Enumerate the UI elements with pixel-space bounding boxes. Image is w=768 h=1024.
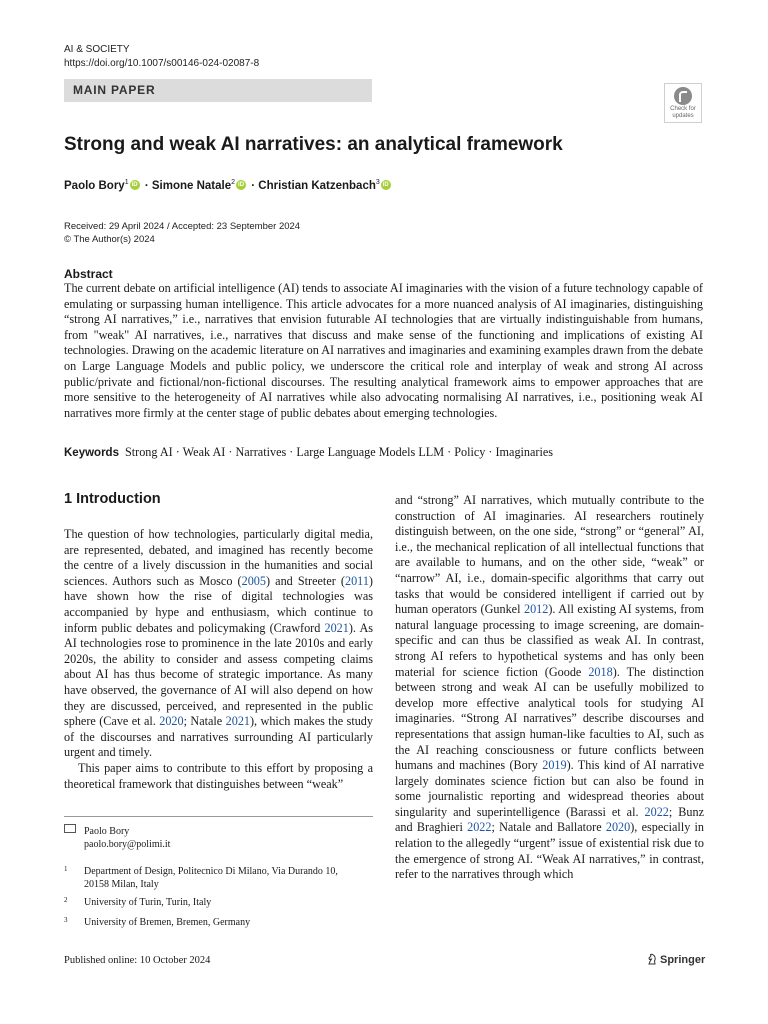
envelope-icon: [64, 824, 76, 833]
body-column-right: [395, 493, 704, 883]
affiliation-text: Department of Design, Politecnico Di Milano, Via Durando 10, 20158 Milan, Italy: [84, 866, 338, 890]
intro-paragraph: and “strong” AI narratives, which mutually contribute to the construction of AI imaginaries. AI researchers routinely distinguish between, on the one side, “strong” or “general” AI, i.e., the mechanical replication of all intellectual functions that are available to humans, and on the other side, “weak” or “narrow” AI, i.e., domain-specific algorithms that carry out tasks that would be considered intelligent if carried out by human operators (Gunkel 2012). All existing AI systems, from natural language processing to image screening, are domain-specific and can thus be classified as weak AI. In contrast, strong AI refers to hypothetical systems and has only been material for science fiction (Goode 2018). The distinction between strong and weak AI can be usefully mobilized to develop more effective analytical tools for studying AI imaginaries. “Strong AI narratives” describe discourses and representations that assign human-like faculties to AI, such as the AI reaching consciousness or future conflicts between humans and machines (Bory 2019). This kind of AI narrative largely dominates science fiction but can also be found in some journalistic reporting and widespread theories about singularity and superintelligence (Barassi et al. 2022; Bunz and Braghieri 2022; Natale and Ballatore 2020), especially in relation to the allegedly “urgent” issue of existential risk due to the emergence of strong AI. “Weak AI narratives,” in contrast, refer to the narratives through which: [395, 493, 705, 882]
check-for-updates-icon: [674, 87, 692, 105]
journal-header: [64, 43, 259, 71]
affiliation-text: University of Bremen, Bremen, Germany: [84, 917, 251, 928]
journal-name: AI & SOCIETY: [64, 44, 130, 55]
keywords: [64, 445, 553, 460]
publisher-name: Springer: [660, 954, 706, 966]
author-separator: ·: [251, 179, 256, 192]
abstract-heading: Abstract: [64, 267, 113, 281]
author-separator: ·: [144, 179, 149, 192]
orcid-icon[interactable]: iD: [382, 182, 389, 189]
keywords-list: Strong AI · Weak AI · Narratives · Large Language Models LLM · Policy · Imaginaries: [124, 445, 554, 459]
affiliation-number: 1: [64, 865, 68, 873]
affiliation: [64, 917, 364, 930]
abstract-text: The current debate on artificial intelligence (AI) tends to associate AI imaginaries with the vision of a future technology capable of emulating or surpassing human intelligence. This article advocates for a more nuanced analysis of AI imaginaries, distinguishing “strong AI narratives,” i.e., narratives that envision futurable AI technologies that are virtually indistinguishable from humans, from "weak" AI narratives, i.e., narratives that discuss and make sense of the functioning and implications of existing AI technologies. Drawing on the academic literature on AI narratives and imaginaries and examining examples drawn from the debate on Large Language Models and public policy, we underscore the critical role and interplay of weak and strong AI across public/private and fictional/non-fictional discourses. The resulting analytical framework aims to empower approaches that are more sensitive to the heterogeneity of AI narratives while also advocating normalising AI narratives, i.e., positioning weak AI narratives more firmly at the center stage of public debates about emerging technologies.: [64, 281, 703, 420]
keywords-heading: Keywords: [64, 447, 119, 459]
citation-link[interactable]: 2022: [644, 804, 669, 819]
orcid-icon[interactable]: iD: [238, 182, 245, 189]
author-affiliation-sup: 1: [124, 179, 129, 186]
footnote-divider: [64, 816, 373, 817]
check-badge-line1: Check for: [670, 106, 696, 112]
orcid-icon[interactable]: iD: [131, 182, 138, 189]
article-dates: [64, 220, 300, 246]
check-badge-line2: updates: [672, 113, 694, 119]
citation-link[interactable]: 2018: [588, 664, 613, 679]
check-for-updates-badge[interactable]: [664, 83, 702, 123]
affiliation-text: University of Turin, Turin, Italy: [84, 897, 212, 908]
affiliation-number: 3: [64, 916, 68, 924]
citation-link[interactable]: 2005: [241, 573, 266, 588]
citation-link[interactable]: 2022: [467, 820, 492, 835]
article-type-banner: MAIN PAPER: [64, 79, 372, 102]
citation-link[interactable]: 2021: [324, 620, 349, 635]
citation-link[interactable]: 2011: [344, 573, 369, 588]
author-name[interactable]: Paolo Bory: [64, 179, 125, 192]
copyright: © The Author(s) 2024: [64, 234, 155, 245]
journal-doi[interactable]: https://doi.org/10.1007/s00146-024-02087-8: [64, 58, 260, 69]
section-heading-introduction: 1 Introduction: [64, 491, 161, 507]
body-column-left: [64, 527, 373, 792]
correspondence: [64, 824, 170, 851]
author-affiliation-sup: 3: [375, 179, 380, 186]
received-accepted: Received: 29 April 2024 / Accepted: 23 September 2024: [64, 221, 301, 232]
published-online: Published online: 10 October 2024: [64, 955, 211, 966]
citation-link[interactable]: 2012: [523, 602, 549, 617]
corresponding-email[interactable]: paolo.bory@polimi.it: [84, 839, 171, 850]
author-affiliation-sup: 2: [231, 179, 236, 186]
affiliation: [64, 866, 364, 891]
citation-link[interactable]: 2020: [159, 714, 184, 729]
affiliation-number: 2: [64, 896, 68, 904]
author-list: [64, 179, 393, 192]
article-title: Strong and weak AI narratives: an analytical framework: [64, 134, 563, 155]
citation-link[interactable]: 2020: [605, 820, 631, 835]
citation-link[interactable]: 2019: [542, 758, 567, 773]
affiliation: [64, 897, 364, 910]
intro-paragraph: The question of how technologies, particularly digital media, are represented, debated, and imagined has recently become the centre of a lively discussion in the humanities and social sciences. Authors such as Mosco (2005) and Streeter (2011) have shown how the rise of digital technologies was accompanied by hype and enthusiasm, which continue to inform public debates and policymaking (Crawford 2021). As AI technologies rose to prominence in the late 2010s and early 2020s, the ability to consider and assess competing claims about AI has thus become of strategic importance. As many have observed, the governance of AI will also depend on how they are discussed, perceived, and represented in the public sphere (Cave et al. 2020; Natale 2021), which makes the study of the discourses and narratives surrounding AI particularly urgent and timely.: [64, 527, 373, 760]
citation-link[interactable]: 2021: [225, 714, 250, 729]
corresponding-author: Paolo Bory: [84, 826, 130, 837]
intro-paragraph: This paper aims to contribute to this effort by proposing a theoretical framework that distinguishes between “weak”: [64, 760, 373, 791]
springer-knight-icon: [647, 953, 657, 965]
author-name[interactable]: Christian Katzenbach: [258, 179, 376, 192]
publisher-logo[interactable]: [647, 953, 705, 966]
author-name[interactable]: Simone Natale: [151, 179, 232, 192]
